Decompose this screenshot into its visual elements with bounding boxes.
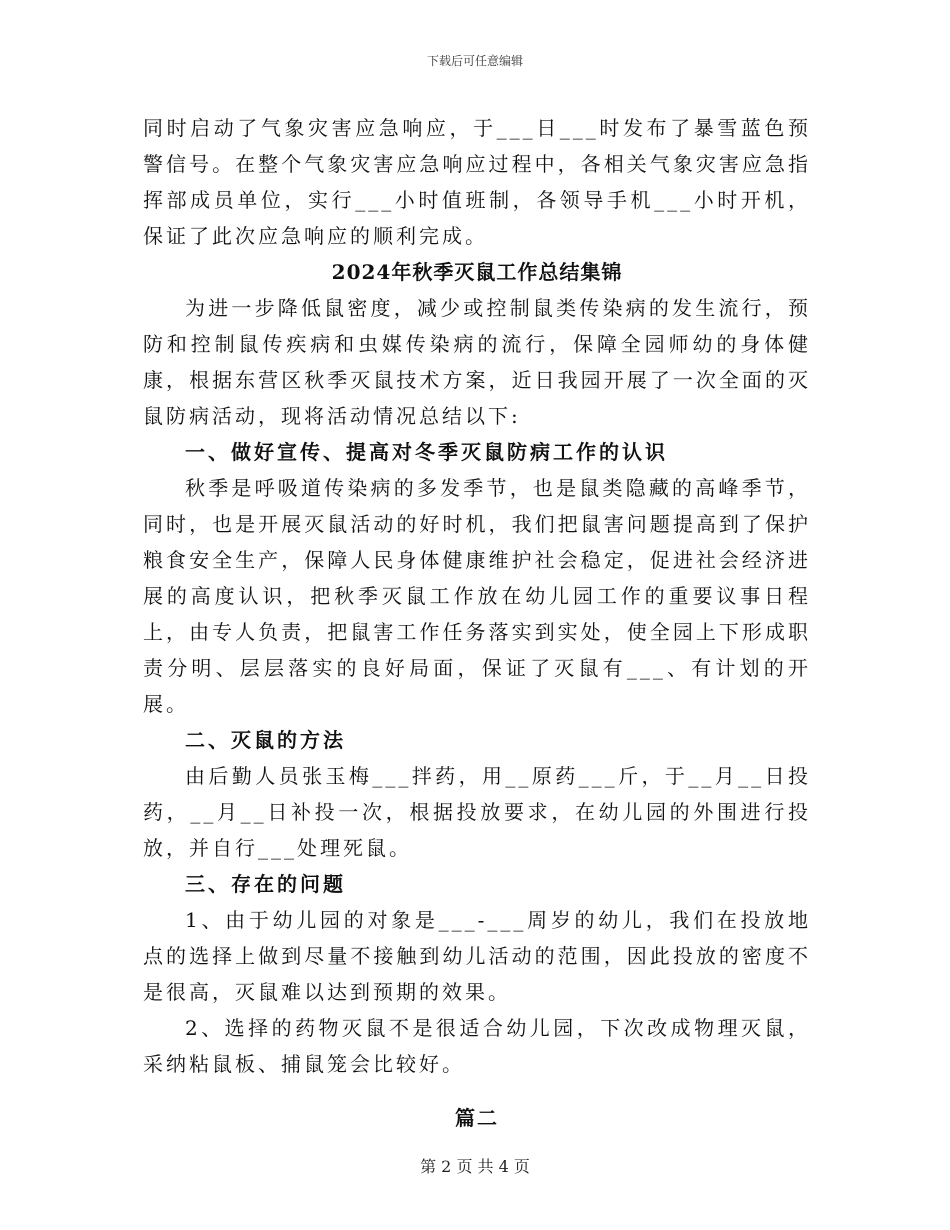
part-title: 篇二: [455, 1106, 499, 1130]
section-heading-1: 一、做好宣传、提高对冬季灭鼠防病工作的认识: [185, 440, 668, 464]
document-title: 2024年秋季灭鼠工作总结集锦: [331, 260, 623, 284]
section-paragraph-2: 由后勤人员张玉梅___拌药，用__原药___斤，于__月__日投药，__月__日补投一次，根据投放要求，在幼儿园的外围进行投放，并自行___处理死鼠。: [143, 764, 811, 860]
problem-item-2: 2、选择的药物灭鼠不是很适合幼儿园，下次改成物理灭鼠，采纳粘鼠板、捕鼠笼会比较好。: [143, 1016, 811, 1076]
section-paragraph-1: 秋季是呼吸道传染病的多发季节，也是鼠类隐藏的高峰季节，同时，也是开展灭鼠活动的好时机，我们把鼠害问题提高到了保护粮食安全生产，保障人民身体健康维护社会稳定，促进社会经济进展的高度认识，把秋季灭鼠工作放在幼儿园工作的重要议事日程上，由专人负责，把鼠害工作任务落实到实处，使全园上下形成职责分明、层层落实的良好局面，保证了灭鼠有___、有计划的开展。: [143, 476, 811, 716]
page-header-note: 下载后可任意编辑: [426, 54, 523, 68]
document-body: [143, 110, 811, 1136]
section-heading-2: 二、灭鼠的方法: [185, 728, 346, 752]
page-number: 第 2 页 共 4 页: [420, 1157, 530, 1176]
section-heading-3: 三、存在的问题: [185, 872, 346, 896]
problem-item-1: 1、由于幼儿园的对象是___-___周岁的幼儿，我们在投放地点的选择上做到尽量不接触到幼儿活动的范围，因此投放的密度不是很高，灭鼠难以达到预期的效果。: [143, 908, 811, 1004]
opening-paragraph: 为进一步降低鼠密度，减少或控制鼠类传染病的发生流行，预防和控制鼠传疾病和虫媒传染病的流行，保障全园师幼的身体健康，根据东营区秋季灭鼠技术方案，近日我园开展了一次全面的灭鼠防病活动，现将活动情况总结以下:: [143, 296, 811, 428]
intro-paragraph: 同时启动了气象灾害应急响应，于___日___时发布了暴雪蓝色预警信号。在整个气象灾害应急响应过程中，各相关气象灾害应急指挥部成员单位，实行___小时值班制，各领导手机___小时开机，保证了此次应急响应的顺利完成。: [143, 116, 811, 248]
